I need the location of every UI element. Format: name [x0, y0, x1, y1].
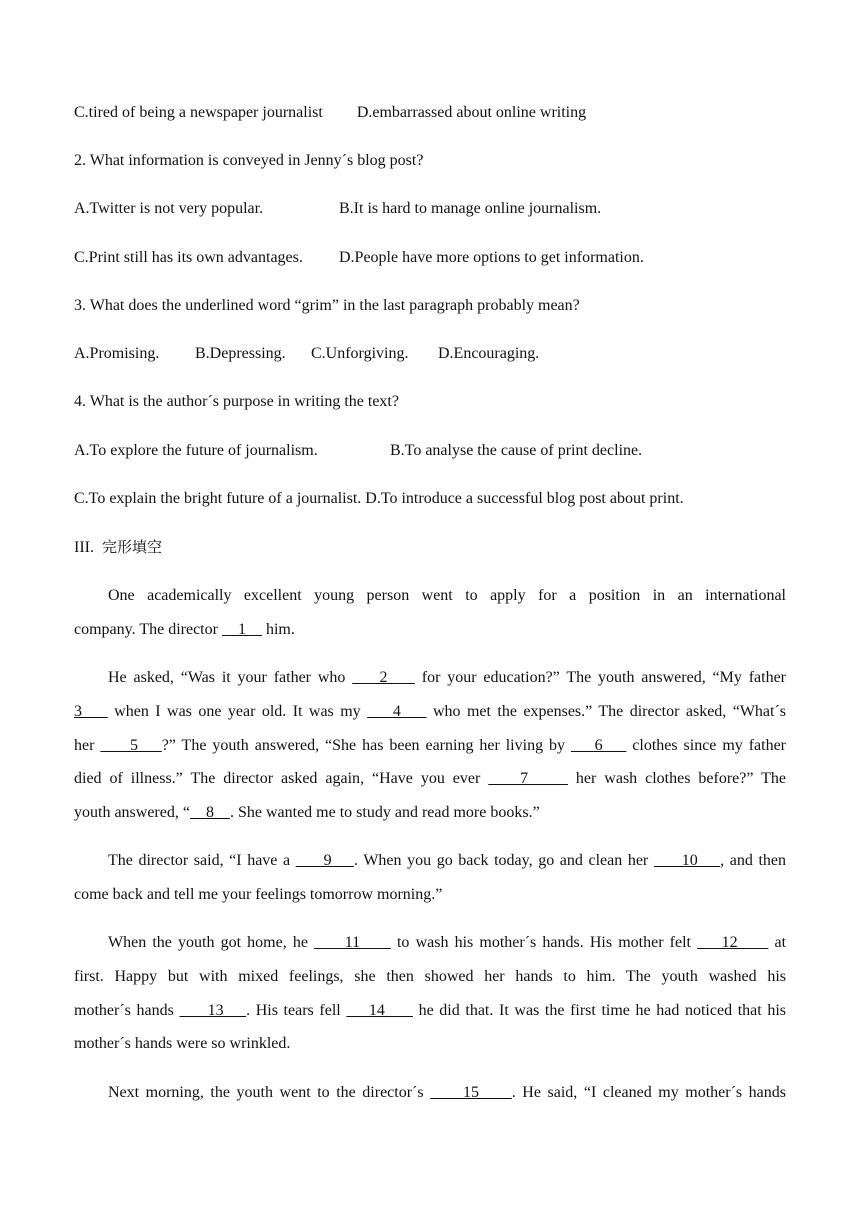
- blank-13[interactable]: 13: [179, 1002, 247, 1019]
- text: Next morning, the youth went to the director´s: [108, 1084, 431, 1101]
- p4-line2: first. Happy but with mixed feelings, she then showed her hands to him. The youth washed his: [74, 968, 786, 985]
- text: youth answered, “: [74, 804, 190, 821]
- text: her wash clothes before?” The: [575, 770, 787, 787]
- text: for your education?” The youth answered, “My father: [421, 669, 787, 686]
- text: ?” The youth answered, “She has been earning her living by: [161, 737, 571, 754]
- q3-option-b: B.Depressing.: [195, 345, 286, 362]
- text: He asked, “Was it your father who: [108, 669, 353, 686]
- blank-1[interactable]: 1: [221, 621, 262, 638]
- text: The director said, “I have a: [108, 852, 296, 869]
- q2-option-d: D.People have more options to get information.: [339, 249, 644, 266]
- text: company. The director: [74, 621, 222, 638]
- q4-stem: 4. What is the author´s purpose in writing the text?: [74, 393, 399, 410]
- blank-10[interactable]: 10: [653, 852, 721, 869]
- text: died of illness.” The director asked again, “Have you ever: [74, 770, 489, 787]
- text: at: [774, 934, 787, 951]
- q4-option-c: C.To explain the bright future of a journalist.: [74, 490, 362, 507]
- p1-line2: [74, 620, 786, 640]
- text: who met the expenses.” The director asked, “What´s: [433, 703, 787, 720]
- blank-3[interactable]: 3: [74, 703, 108, 720]
- p2-line4: [74, 769, 786, 789]
- text: her: [74, 737, 101, 754]
- blank-15[interactable]: 15: [430, 1084, 512, 1101]
- text: . She wanted me to study and read more books.”: [229, 804, 540, 821]
- q1-option-d: D.embarrassed about online writing: [356, 104, 587, 121]
- q2-option-a: A.Twitter is not very popular.: [74, 200, 264, 217]
- p3-line2: come back and tell me your feelings tomorrow morning.”: [74, 886, 443, 903]
- p2-line2: [74, 702, 786, 722]
- p1-line1: One academically excellent young person went to apply for a position in an international: [108, 587, 786, 604]
- blank-2[interactable]: 2: [352, 669, 415, 686]
- text: clothes since my father: [632, 737, 787, 754]
- q4-option-d: D.To introduce a successful blog post about print.: [365, 490, 684, 507]
- text: When the youth got home, he: [108, 934, 315, 951]
- q1-option-c: C.tired of being a newspaper journalist: [74, 104, 323, 121]
- q3-option-a: A.Promising.: [74, 345, 160, 362]
- blank-5[interactable]: 5: [100, 737, 162, 754]
- blank-6[interactable]: 6: [570, 737, 627, 754]
- blank-8[interactable]: 8: [189, 804, 230, 821]
- p2-line1: [108, 668, 786, 688]
- blank-4[interactable]: 4: [367, 703, 427, 720]
- q3-stem: 3. What does the underlined word “grim” in the last paragraph probably mean?: [74, 297, 580, 314]
- q4-option-a: A.To explore the future of journalism.: [74, 442, 318, 459]
- q1-options-cd: [74, 103, 786, 123]
- q3-options: [74, 344, 786, 364]
- text: mother´s hands: [74, 1002, 180, 1019]
- q2-option-c: C.Print still has its own advantages.: [74, 249, 303, 266]
- blank-7[interactable]: 7: [488, 770, 568, 787]
- p3-line1: [108, 851, 786, 871]
- q2-stem: 2. What information is conveyed in Jenny´s blog post?: [74, 152, 424, 169]
- p5-line1: [108, 1083, 786, 1103]
- text: when I was one year old. It was my: [114, 703, 368, 720]
- text: . When you go back today, go and clean her: [354, 852, 654, 869]
- blank-9[interactable]: 9: [295, 852, 355, 869]
- blank-12[interactable]: 12: [697, 934, 769, 951]
- q4-options-ab: [74, 441, 786, 461]
- p2-line5: [74, 803, 786, 823]
- q2-option-b: B.It is hard to manage online journalism.: [339, 200, 602, 217]
- p2-line3: [74, 736, 786, 756]
- text: , and then: [720, 852, 787, 869]
- text: he did that. It was the first time he had noticed that his: [418, 1002, 786, 1019]
- blank-14[interactable]: 14: [346, 1002, 413, 1019]
- p4-line1: [108, 933, 786, 953]
- p4-line3: [74, 1001, 786, 1021]
- q2-options-ab: [74, 199, 786, 219]
- q4-options-cd: [74, 489, 786, 509]
- q3-option-d: D.Encouraging.: [438, 345, 540, 362]
- text: to wash his mother´s hands. His mother felt: [396, 934, 698, 951]
- p4-line4: mother´s hands were so wrinkled.: [74, 1035, 291, 1052]
- text: . He said, “I cleaned my mother´s hands: [511, 1084, 787, 1101]
- q2-options-cd: [74, 248, 786, 268]
- q3-option-c: C.Unforgiving.: [311, 345, 409, 362]
- section-number: III.: [74, 539, 94, 556]
- text: him.: [261, 621, 295, 638]
- q4-option-b: B.To analyse the cause of print decline.: [390, 442, 643, 459]
- blank-11[interactable]: 11: [314, 934, 391, 951]
- section-heading: [74, 537, 786, 558]
- section-title: 完形填空: [101, 538, 162, 556]
- text: . His tears fell: [246, 1002, 347, 1019]
